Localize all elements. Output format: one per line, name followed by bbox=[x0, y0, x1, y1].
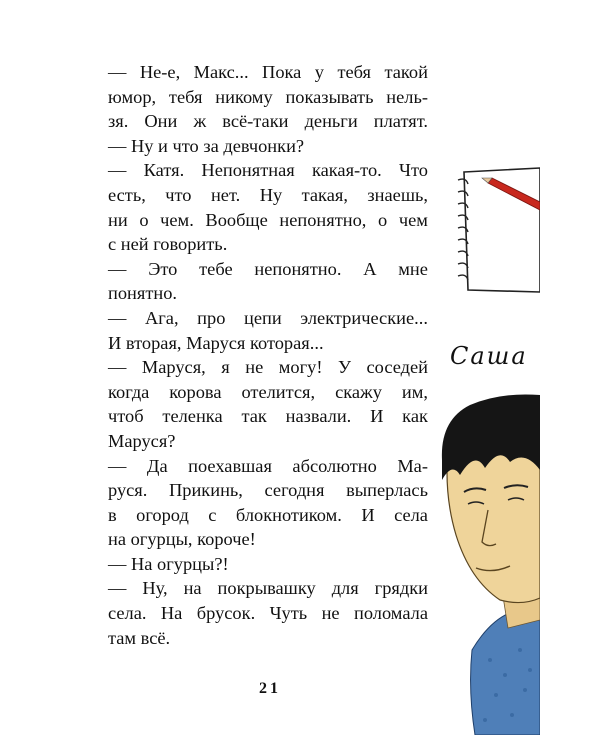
word: назвали. bbox=[285, 406, 352, 427]
word: брусок. bbox=[196, 603, 256, 624]
text-line bbox=[108, 355, 428, 380]
word: непонятно. bbox=[254, 258, 342, 279]
boy-illustration bbox=[430, 150, 540, 735]
word: не bbox=[321, 603, 340, 624]
word: Непонятная bbox=[201, 160, 295, 181]
word: скажу bbox=[335, 381, 382, 402]
word: тебя bbox=[168, 86, 203, 107]
text-line bbox=[108, 183, 428, 208]
word: Прикинь, bbox=[168, 480, 243, 501]
word: всё-таки bbox=[222, 111, 289, 132]
word: что bbox=[165, 184, 192, 205]
word: поехавшая bbox=[188, 455, 272, 476]
word: — bbox=[108, 62, 127, 82]
word: платят. bbox=[373, 111, 428, 132]
word: Катя. bbox=[143, 160, 185, 181]
word: в bbox=[108, 504, 117, 525]
word: огород bbox=[136, 504, 189, 525]
text-line bbox=[108, 601, 428, 626]
text-line: с ней говорить. bbox=[108, 234, 228, 255]
word: чем bbox=[398, 209, 428, 230]
word: Да bbox=[146, 455, 168, 476]
word: на bbox=[183, 578, 202, 599]
word: Пока bbox=[262, 62, 302, 82]
text-line bbox=[108, 109, 428, 134]
word: Не-е, bbox=[139, 62, 181, 82]
word: ж bbox=[193, 111, 207, 132]
word: цепи bbox=[244, 307, 282, 328]
text-line bbox=[108, 478, 428, 503]
word: зя. bbox=[108, 111, 129, 132]
word: Чуть bbox=[269, 603, 308, 624]
text-line: — На огурцы?! bbox=[108, 553, 229, 574]
word: руся. bbox=[108, 480, 148, 501]
text-line: — Ну и что за девчонки? bbox=[108, 135, 305, 156]
word: У bbox=[337, 357, 351, 378]
word: им, bbox=[401, 381, 428, 402]
word: тебе bbox=[199, 258, 233, 279]
word: о bbox=[378, 209, 388, 230]
text-line bbox=[108, 380, 428, 405]
page-number: 21 bbox=[259, 680, 281, 697]
word: — bbox=[108, 258, 127, 279]
text-line bbox=[108, 257, 428, 282]
text-line bbox=[108, 576, 428, 601]
word: Вообще bbox=[205, 209, 268, 230]
text-line bbox=[108, 454, 428, 479]
text-block bbox=[108, 60, 428, 650]
text-line bbox=[108, 306, 428, 331]
word: поломала bbox=[353, 603, 428, 624]
word: Ага, bbox=[144, 307, 179, 328]
text-line: на огурцы, короче! bbox=[108, 529, 256, 550]
word: Макс... bbox=[193, 62, 249, 82]
word: юмор, bbox=[108, 86, 157, 107]
word: села bbox=[394, 504, 428, 525]
character-name: Саша bbox=[450, 342, 528, 370]
word: могу! bbox=[278, 357, 323, 378]
word: На bbox=[160, 603, 183, 624]
word: ни bbox=[108, 209, 128, 230]
word: сегодня bbox=[264, 480, 325, 501]
word: как bbox=[402, 406, 428, 427]
word: никому bbox=[215, 86, 273, 107]
word: выперлась bbox=[346, 480, 428, 501]
word: блокнотиком. bbox=[235, 504, 342, 525]
word: А bbox=[363, 258, 377, 279]
word: так bbox=[241, 406, 267, 427]
word: про bbox=[197, 307, 226, 328]
word: соседей bbox=[366, 357, 428, 378]
word: покрывашку bbox=[217, 578, 316, 599]
word: — bbox=[108, 455, 127, 476]
word: — bbox=[108, 160, 127, 181]
text-line: И вторая, Маруся которая... bbox=[108, 332, 324, 353]
text-line: там всё. bbox=[108, 627, 171, 648]
word: Это bbox=[148, 258, 178, 279]
word: Маруся, bbox=[141, 357, 206, 378]
word: нет. bbox=[210, 184, 241, 205]
word: такая, bbox=[301, 184, 348, 205]
word: отелится, bbox=[241, 381, 316, 402]
text-line: Маруся? bbox=[108, 430, 176, 451]
word: Ну, bbox=[142, 578, 168, 599]
word: у bbox=[314, 62, 324, 82]
word: есть, bbox=[108, 184, 146, 205]
word: абсолютно bbox=[292, 455, 377, 476]
word: корова bbox=[169, 381, 222, 402]
notepad-icon bbox=[458, 168, 540, 292]
word: Ма- bbox=[397, 455, 428, 476]
word: не bbox=[245, 357, 264, 378]
word: чем. bbox=[160, 209, 194, 230]
word: теленка bbox=[162, 406, 223, 427]
text-line bbox=[108, 503, 428, 528]
word: электрические... bbox=[300, 307, 428, 328]
word: показывать bbox=[285, 86, 374, 107]
word: для bbox=[331, 578, 359, 599]
text-line bbox=[108, 85, 428, 110]
word: какая-то. bbox=[311, 160, 382, 181]
word: когда bbox=[108, 381, 150, 402]
word: я bbox=[221, 357, 230, 378]
word: непонятно, bbox=[279, 209, 367, 230]
word: И bbox=[361, 504, 375, 525]
word: о bbox=[139, 209, 149, 230]
word: мне bbox=[398, 258, 428, 279]
word: И bbox=[370, 406, 384, 427]
word: с bbox=[208, 504, 217, 525]
word: Что bbox=[399, 160, 428, 181]
word: села. bbox=[108, 603, 147, 624]
word: — bbox=[108, 357, 127, 378]
word: такой bbox=[384, 62, 428, 82]
text-line bbox=[108, 60, 428, 85]
word: — bbox=[108, 307, 127, 328]
word: знаешь, bbox=[367, 184, 428, 205]
word: деньги bbox=[304, 111, 358, 132]
text-line bbox=[108, 158, 428, 183]
text-line bbox=[108, 208, 428, 233]
word: тебя bbox=[337, 62, 372, 82]
word: грядки bbox=[374, 578, 428, 599]
word: чтоб bbox=[108, 406, 144, 427]
word: Ну bbox=[259, 184, 283, 205]
word: нель- bbox=[386, 86, 428, 107]
word: — bbox=[108, 578, 127, 599]
text-line: понятно. bbox=[108, 283, 178, 304]
text-line bbox=[108, 404, 428, 429]
word: Они bbox=[144, 111, 178, 132]
